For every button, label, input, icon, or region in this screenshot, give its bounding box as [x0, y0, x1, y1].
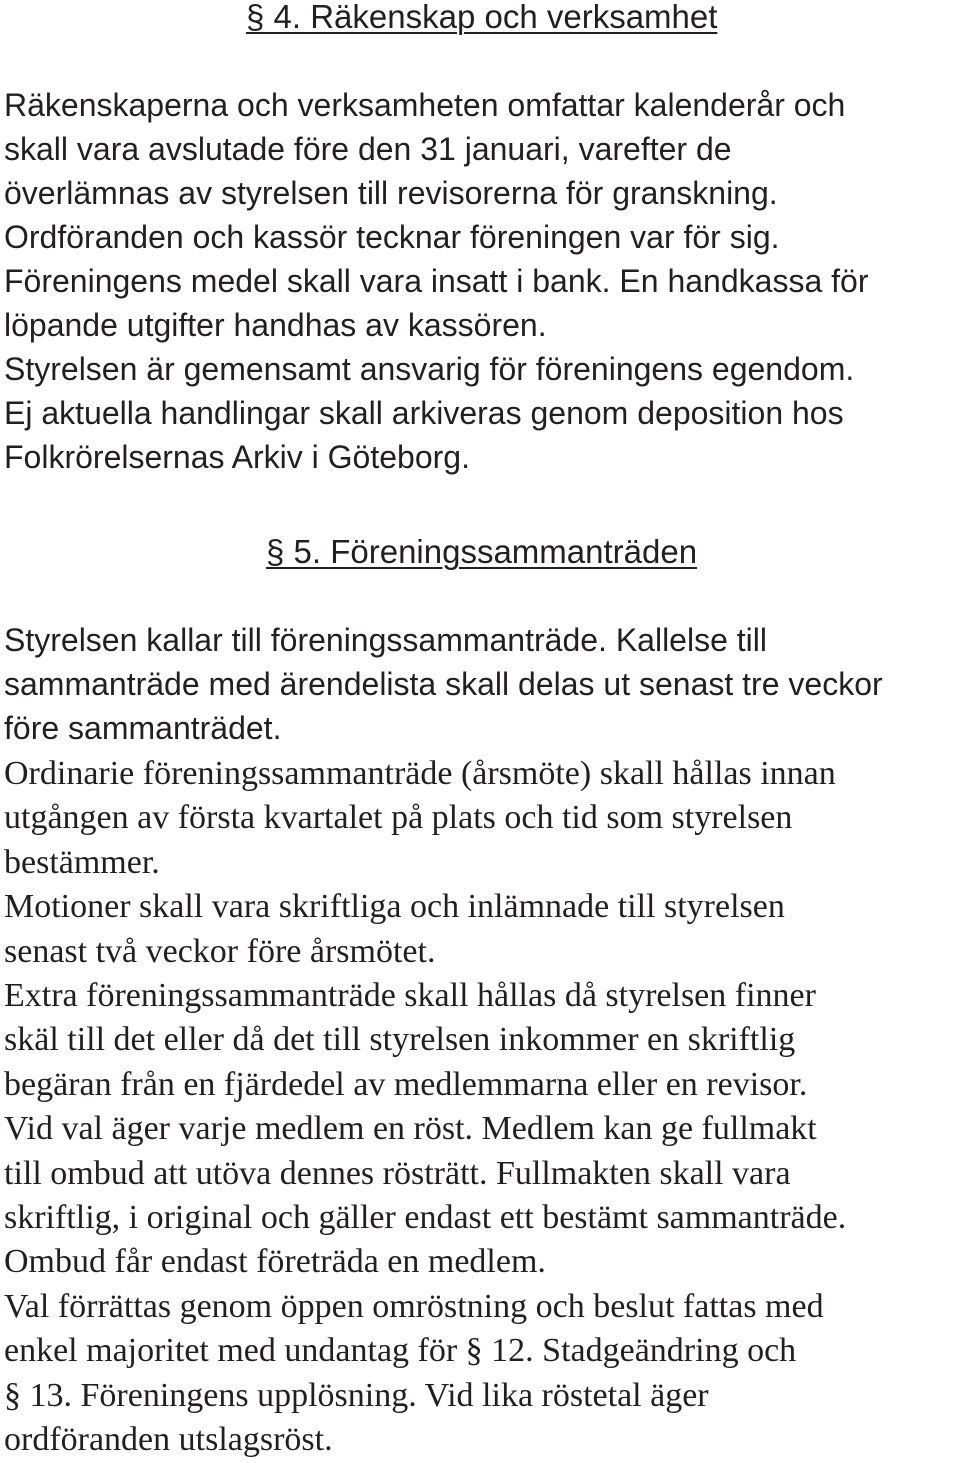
section-5-body: [4, 752, 960, 1463]
body-line: Val förrättas genom öppen omröstning och beslut fattas med: [4, 1287, 824, 1325]
body-line: Föreningens medel skall vara insatt i bank. En handkassa för: [4, 263, 869, 299]
body-line: ordföranden utslagsröst.: [4, 1421, 333, 1459]
body-line: skäl till det eller då det till styrelsen inkommer en skriftlig: [4, 1021, 796, 1059]
body-line: Ej aktuella handlingar skall arkiveras genom deposition hos: [4, 395, 844, 431]
body-line: löpande utgifter handhas av kassören.: [4, 307, 547, 343]
body-line: senast två veckor före årsmötet.: [4, 932, 436, 970]
section-4-body: [4, 83, 954, 479]
body-line: Ordföranden och kassör tecknar föreningen var för sig.: [4, 219, 780, 255]
body-line: Styrelsen är gemensamt ansvarig för föreningens egendom.: [4, 351, 855, 387]
body-line: utgången av första kvartalet på plats och tid som styrelsen: [4, 799, 793, 837]
body-line: Ombud får endast företräda en medlem.: [4, 1243, 546, 1281]
section-5-heading: § 5. Föreningssammanträden: [266, 533, 698, 570]
body-line: § 13. Föreningens upplösning. Vid lika röstetal äger: [4, 1376, 709, 1414]
body-line: före sammanträdet.: [4, 710, 282, 746]
body-line: Ordinarie föreningssammanträde (årsmöte) skall hållas innan: [4, 755, 836, 792]
body-line: Extra föreningssammanträde skall hållas då styrelsen finner: [4, 977, 816, 1015]
body-line: Motioner skall vara skriftliga och inlämnade till styrelsen: [4, 888, 785, 926]
body-line: till ombud att utöva dennes rösträtt. Fullmakten skall vara: [4, 1154, 791, 1192]
body-line: skriftlig, i original och gäller endast ett bestämt sammanträde.: [4, 1199, 847, 1237]
body-line: Räkenskaperna och verksamheten omfattar kalenderår och: [4, 87, 846, 123]
body-line: enkel majoritet med undantag för § 12. Stadgeändring och: [4, 1332, 797, 1370]
body-line: bestämmer.: [4, 843, 160, 881]
body-line: sammanträde med ärendelista skall delas ut senast tre veckor: [4, 666, 883, 702]
body-line: Folkrörelsernas Arkiv i Göteborg.: [4, 439, 470, 475]
body-line: Vid val äger varje medlem en röst. Medlem kan ge fullmakt: [4, 1110, 817, 1148]
body-line: Styrelsen kallar till föreningssammanträde. Kallelse till: [4, 622, 767, 658]
body-line: skall vara avslutade före den 31 januari, varefter de: [4, 131, 732, 167]
section-4-heading: § 4. Räkenskap och verksamhet: [246, 0, 718, 35]
section-5-intro: [4, 618, 954, 750]
body-line: överlämnas av styrelsen till revisorerna för granskning.: [4, 175, 778, 211]
body-line: begäran från en fjärdedel av medlemmarna eller en revisor.: [4, 1065, 808, 1103]
